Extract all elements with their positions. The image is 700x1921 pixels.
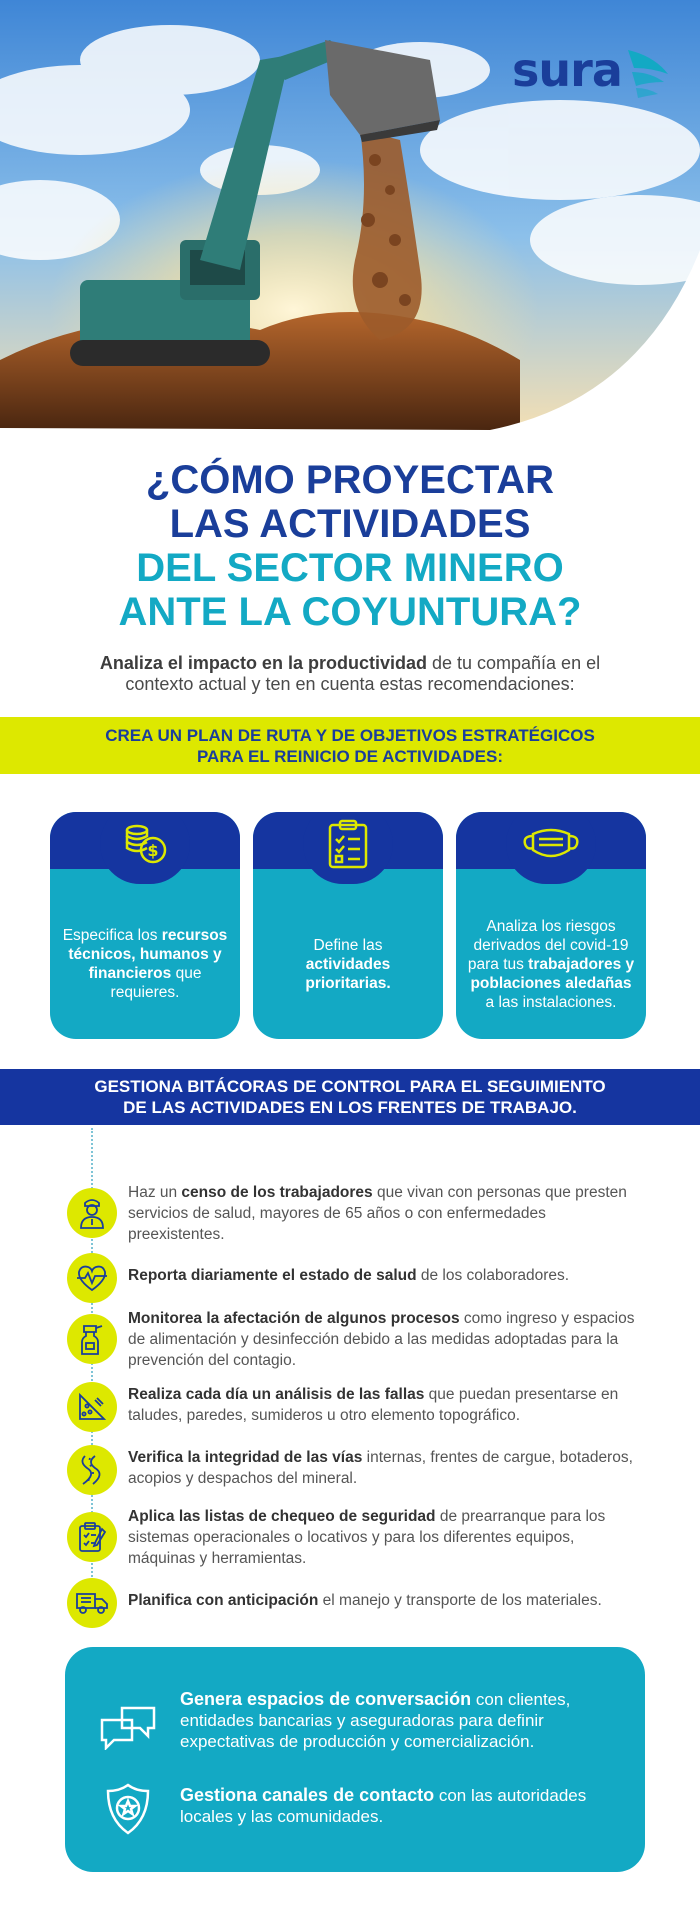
- card-covid-text-1: Analiza los riesgos derivados del covid-19 para tus: [467, 917, 629, 973]
- title-line-1: ¿CÓMO PROYECTAR: [145, 458, 555, 502]
- final-contact-text: con las autoridades locales y las comunidades.: [180, 1786, 587, 1826]
- step-roads-text-2: internas, frentes de cargue, botaderos, acopios y despachos del mineral.: [128, 1449, 633, 1487]
- card-resources-text-1: Especifica los: [62, 927, 162, 944]
- card-resources-text-2: que requieres.: [110, 965, 202, 1001]
- step-checklists-text-2: de prearranque para los sistemas operacionales o locativos y para los diferentes equipos, máquinas y herramientas.: [128, 1508, 606, 1567]
- spray-bottle-icon: [67, 1314, 117, 1364]
- card-activities: [253, 812, 443, 1039]
- band-logs-line-2: DE LAS ACTIVIDADES EN LOS FRENTES DE TRABAJO.: [123, 1098, 577, 1117]
- step-planning-text-2: el manejo y transporte de los materiales.: [318, 1592, 602, 1609]
- face-mask-icon: [506, 812, 596, 884]
- step-health-text-2: de los colaboradores.: [416, 1267, 570, 1284]
- page-title: [0, 458, 700, 634]
- step-census-text-1: Haz un: [128, 1184, 182, 1201]
- step-checklists-bold: Aplica las listas de chequeo de seguridad: [128, 1508, 436, 1525]
- card-resources: [50, 812, 240, 1039]
- police-badge-icon: [95, 1779, 160, 1839]
- final-contact-bold: Gestiona canales de contacto: [180, 1785, 435, 1805]
- clipboard-check-icon: [67, 1512, 117, 1562]
- title-line-4: ANTE LA COYUNTURA?: [118, 590, 582, 634]
- step-failures-bold: Realiza cada día un análisis de las fallas: [128, 1386, 425, 1403]
- checklist-icon: [303, 812, 393, 884]
- intro-text: [70, 653, 630, 695]
- step-failures-text-2: que puedan presentarse en taludes, paredes, sumideros u otro elemento topográfico.: [128, 1386, 619, 1424]
- intro-rest: de tu compañía en el contexto actual y ten en cuenta estas recomendaciones:: [125, 653, 601, 694]
- final-conversation-text: con clientes, entidades bancarias y aseguradoras para definir expectativas de producción y comercialización.: [180, 1690, 571, 1751]
- step-roads-bold: Verifica la integridad de las vías: [128, 1449, 363, 1466]
- step-processes-bold: Monitorea la afectación de algunos procesos: [128, 1310, 460, 1327]
- truck-icon: [67, 1578, 117, 1628]
- title-line-3: DEL SECTOR MINERO: [136, 546, 564, 590]
- card-covid-bold: trabajadores y poblaciones aledañas: [470, 955, 635, 992]
- band-plan-line-2: PARA EL REINICIO DE ACTIVIDADES:: [196, 746, 504, 766]
- band-plan-line-1: CREA UN PLAN DE RUTA Y DE OBJETIVOS ESTRATÉGICOS: [105, 725, 595, 745]
- step-health-bold: Reporta diariamente el estado de salud: [128, 1267, 417, 1284]
- heart-pulse-icon: [67, 1253, 117, 1303]
- final-recommendations-box: [65, 1647, 645, 1872]
- chat-bubbles-icon: [95, 1697, 160, 1757]
- hero-image: [0, 0, 700, 430]
- logo-text: sura: [512, 43, 622, 97]
- money-coins-icon: [100, 812, 190, 884]
- final-conversation-bold: Genera espacios de conversación: [180, 1689, 472, 1709]
- card-covid-risks: [456, 812, 646, 1039]
- card-activities-bold: actividades prioritarias.: [305, 955, 391, 992]
- section-band-plan: [0, 717, 700, 774]
- card-covid-text-2: a las instalaciones.: [485, 993, 617, 1011]
- slope-terrain-icon: [67, 1382, 117, 1432]
- step-planning-bold: Planifica con anticipación: [128, 1592, 319, 1609]
- card-resources-bold: recursos técnicos, humanos y financieros: [68, 927, 228, 982]
- road-icon: [67, 1445, 117, 1495]
- title-line-2: LAS ACTIVIDADES: [169, 502, 531, 546]
- step-processes-text-2: como ingreso y espacios de alimentación y desinfección debido a las medidas adoptadas para la prevención del contagio.: [128, 1310, 635, 1369]
- health-worker-icon: [67, 1188, 117, 1238]
- card-activities-text-1: Define las: [313, 936, 383, 954]
- band-logs-line-1: GESTIONA BITÁCORAS DE CONTROL PARA EL SEGUIMIENTO: [94, 1077, 606, 1096]
- sura-wing-icon: [624, 42, 672, 98]
- step-census-bold: censo de los trabajadores: [181, 1184, 373, 1201]
- svg-text:$: $: [147, 841, 159, 860]
- step-census-text-2: que vivan con personas que presten servicios de salud, mayores de 65 años o con enfermedades preexistentes.: [128, 1184, 627, 1243]
- intro-bold: Analiza el impacto en la productividad: [99, 653, 427, 673]
- section-band-logs: [0, 1069, 700, 1125]
- sura-logo: [512, 42, 672, 98]
